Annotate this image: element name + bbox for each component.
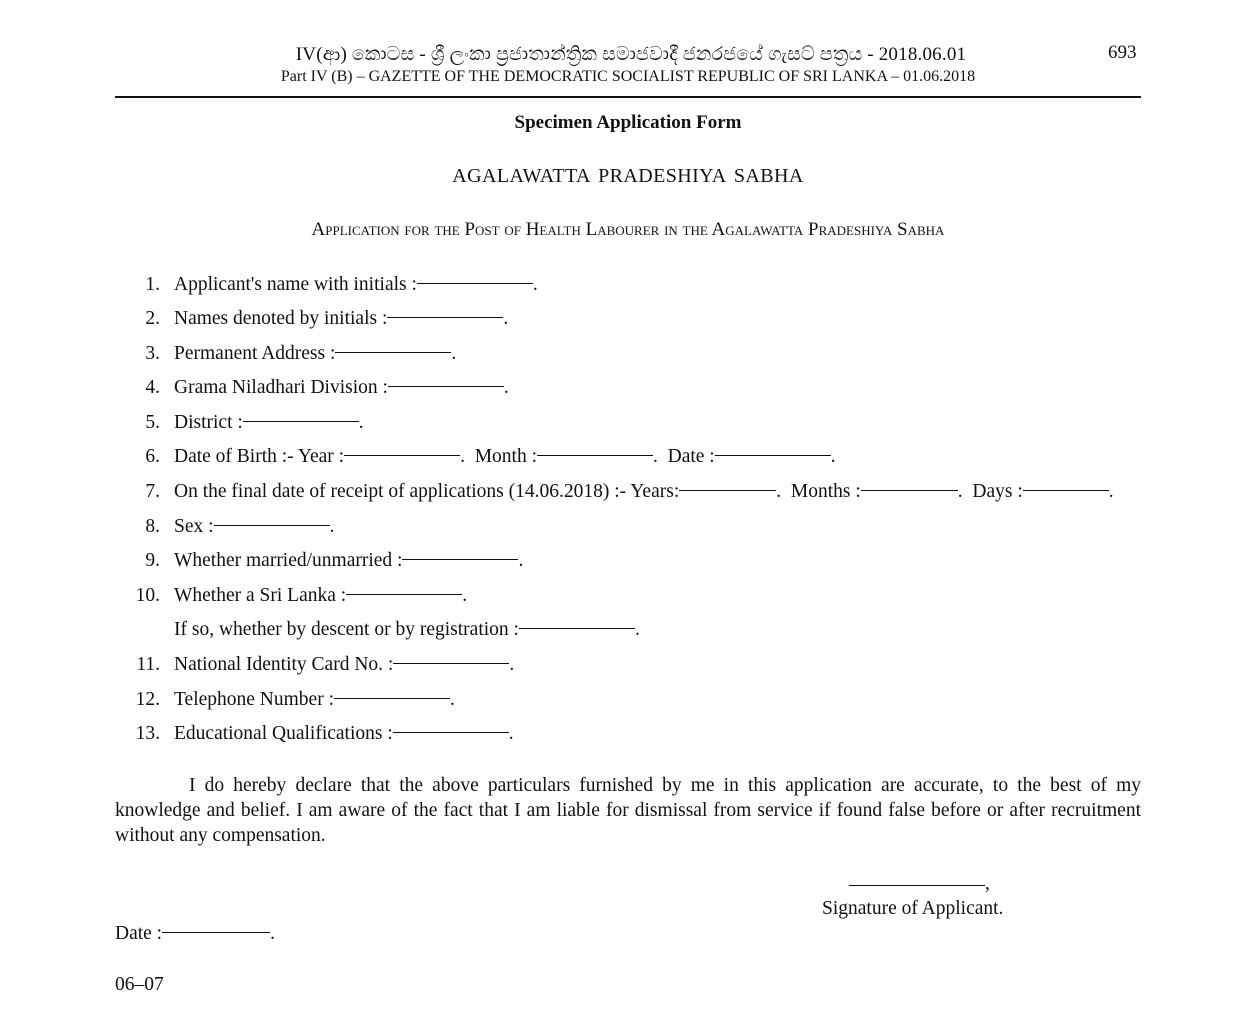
organization-title: AGALAWATTA PRADESHIYA SABHA xyxy=(452,165,804,187)
date-blank[interactable] xyxy=(162,932,270,933)
fill-blank[interactable] xyxy=(214,525,330,526)
form-item-citizenship-type: If so, whether by descent or by registration : . xyxy=(174,619,640,640)
form-item-applicant-name: 1. Applicant's name with initials : . xyxy=(115,274,1175,300)
item-label: On the final date of receipt of applications (14.06.2018) :- Years: xyxy=(174,481,680,502)
fill-blank-years[interactable] xyxy=(679,490,776,491)
item-number: 10. xyxy=(135,585,160,606)
fill-blank[interactable] xyxy=(388,386,504,387)
form-item-nic-number: 11. National Identity Card No. : . xyxy=(115,654,1175,680)
item-number: 8. xyxy=(145,516,160,537)
form-item-district: 5. District : . xyxy=(115,412,1175,438)
date-field: Date : . xyxy=(115,923,275,944)
item-number: 7. xyxy=(145,481,160,502)
item-label: District : xyxy=(174,412,243,433)
fill-blank[interactable] xyxy=(393,663,509,664)
header-divider xyxy=(115,96,1141,98)
item-number: 13. xyxy=(135,723,160,744)
gazette-header-sinhala: IV(ආ) කොටස - ශ්‍රී ලංකා ප්‍රජාතාන්ත්‍රික සමාජවාදී ජනරජයේ ගැසට් පත්‍රය - 2018.06.01 xyxy=(295,44,967,65)
item-label: Date of Birth :- Year : xyxy=(174,446,345,467)
fill-blank-year[interactable] xyxy=(344,455,460,456)
form-item-marital-status: 9. Whether married/unmarried : . xyxy=(115,550,1175,576)
signature-label: Signature of Applicant. xyxy=(822,898,1004,919)
item-label: Names denoted by initials : xyxy=(174,308,388,329)
fill-blank-days[interactable] xyxy=(1023,490,1109,491)
application-subtitle: Application for the Post of Health Labourer in the Agalawatta Pradeshiya Sabha xyxy=(311,219,945,240)
fill-blank[interactable] xyxy=(346,594,462,595)
fill-blank[interactable] xyxy=(393,732,509,733)
fill-blank[interactable] xyxy=(387,317,503,318)
form-item-grama-niladhari: 4. Grama Niladhari Division : . xyxy=(115,377,1175,403)
fill-blank[interactable] xyxy=(519,628,635,629)
fill-blank[interactable] xyxy=(417,283,533,284)
form-item-names-by-initials: 2. Names denoted by initials : . xyxy=(115,308,1175,334)
form-item-citizenship: 10. Whether a Sri Lanka : . xyxy=(115,585,1175,611)
gazette-header-english: Part IV (B) – GAZETTE OF THE DEMOCRATIC SOCIALIST REPUBLIC OF SRI LANKA – 01.06.2018 xyxy=(280,68,976,85)
item-label: Permanent Address : xyxy=(174,343,336,364)
item-number: 5. xyxy=(145,412,160,433)
item-label: Sex : xyxy=(174,516,214,537)
item-label-month: Month : xyxy=(474,446,537,467)
item-label: Grama Niladhari Division : xyxy=(174,377,388,398)
item-number: 2. xyxy=(145,308,160,329)
item-number: 11. xyxy=(136,654,160,675)
fill-blank-month[interactable] xyxy=(537,455,653,456)
item-number: 4. xyxy=(145,377,160,398)
form-item-permanent-address: 3. Permanent Address : . xyxy=(115,343,1175,369)
form-item-education: 13. Educational Qualifications : . xyxy=(115,723,1175,749)
item-number: 1. xyxy=(145,274,160,295)
item-label: Educational Qualifications : xyxy=(174,723,393,744)
date-label: Date : xyxy=(115,923,163,944)
fill-blank[interactable] xyxy=(402,559,518,560)
item-number: 9. xyxy=(145,550,160,571)
fill-blank[interactable] xyxy=(243,421,359,422)
signature-line[interactable] xyxy=(849,885,985,886)
form-item-sex: 8. Sex : . xyxy=(115,516,1175,542)
fill-blank[interactable] xyxy=(334,698,450,699)
form-item-age-on-closing-date: 7. On the final date of receipt of applications (14.06.2018) :- Years: . Months : . Days : . xyxy=(115,481,1175,507)
reference-code: 06–07 xyxy=(115,974,164,995)
signature-comma: , xyxy=(985,873,990,894)
specimen-title: Specimen Application Form xyxy=(514,112,742,133)
item-label: If so, whether by descent or by registration : xyxy=(174,619,519,640)
item-number: 12. xyxy=(135,689,160,710)
item-label-days: Days : xyxy=(972,481,1023,502)
fill-blank-date[interactable] xyxy=(715,455,831,456)
item-number: 3. xyxy=(145,343,160,364)
fill-blank-months[interactable] xyxy=(861,490,958,491)
form-item-telephone: 12. Telephone Number : . xyxy=(115,689,1175,715)
form-item-date-of-birth: 6. Date of Birth :- Year : . Month : . Date : . xyxy=(115,446,1175,472)
item-label-date: Date : xyxy=(667,446,715,467)
item-label: Whether married/unmarried : xyxy=(174,550,403,571)
page-number: 693 xyxy=(1108,42,1137,63)
item-label: Whether a Sri Lanka : xyxy=(174,585,347,606)
item-label: Telephone Number : xyxy=(174,689,334,710)
fill-blank[interactable] xyxy=(335,352,451,353)
item-label: National Identity Card No. : xyxy=(174,654,394,675)
item-label-months: Months : xyxy=(790,481,861,502)
item-label: Applicant's name with initials : xyxy=(174,274,417,295)
item-number: 6. xyxy=(145,446,160,467)
declaration-paragraph: I do hereby declare that the above particulars furnished by me in this application are accurate, to the best of my knowledge and belief. I am aware of the fact that I am liable for dismissal from service if found false before or after recruitment without any compensation. xyxy=(115,775,1141,846)
